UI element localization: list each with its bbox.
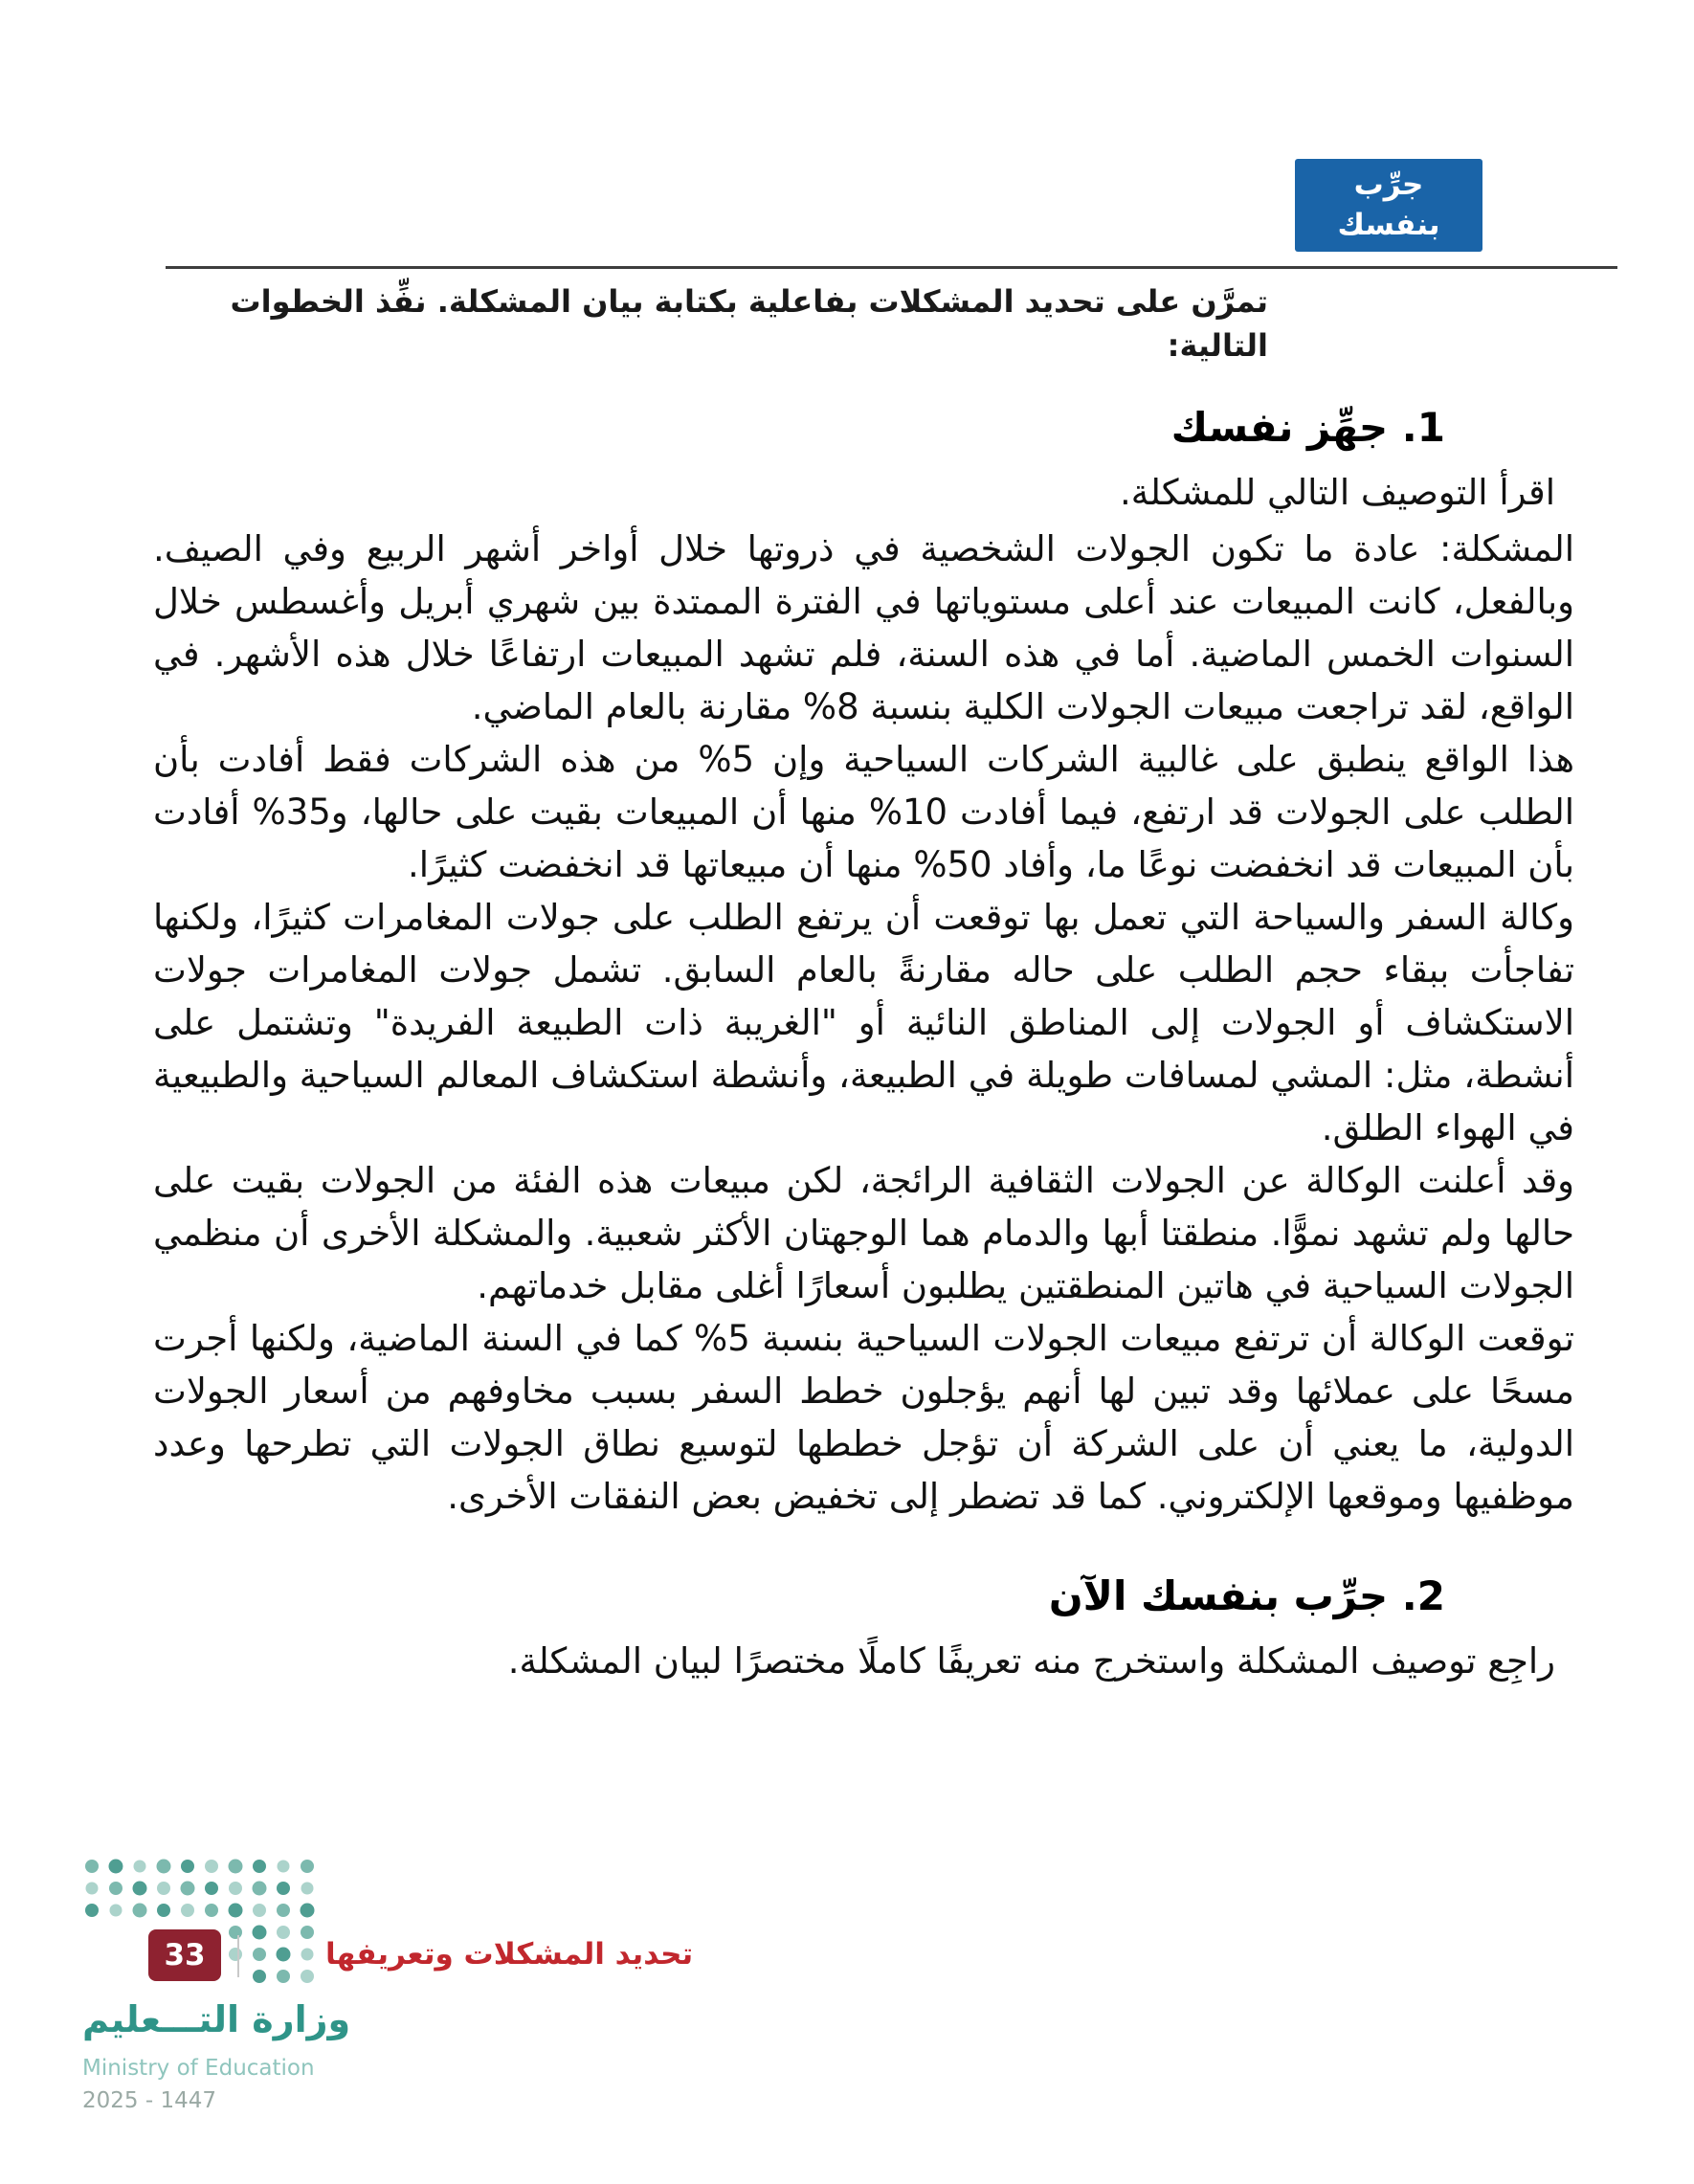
problem-paragraph-5: توقعت الوكالة أن ترتفع مبيعات الجولات السياحية بنسبة 5% كما في السنة الماضية، ولكنها أجرت مسحًا على عملائها وقد تبين لها أنهم يؤجلون خطط السفر بسبب مخاوفهم من أسعار الجولات الدولية، ما يعني أن على الشركة أن تؤجل خططها لتوسيع نطاق الجولات التي تطرحها وعدد موظفيها وموقعها الإلكتروني. كما قد تضطر إلى تخفيض بعض النفقات الأخرى. [153, 1318, 1575, 1517]
page-number: 33 [164, 1938, 206, 1972]
header-rule [166, 266, 1617, 269]
ministry-wordmark-arabic: وزارة التـــعليم [82, 1998, 351, 2040]
chapter-title: تحديد المشكلات وتعريفها [325, 1937, 694, 1972]
problem-paragraph-4: وقد أعلنت الوكالة عن الجولات الثقافية الرائجة، لكن مبيعات هذه الفئة من الجولات بقيت على حالها ولم تشهد نموًّا. منطقتا أبها والدمام هما الوجهتان الأكثر شعبية. والمشكلة الأخرى أن منظمي الجولات السياحية في هاتين المنطقتين يطلبون أسعارًا أغلى مقابل خدماتهم. [153, 1160, 1574, 1306]
edition-year: 2025 - 1447 [82, 2088, 216, 2113]
ministry-wordmark-english: Ministry of Education [82, 2056, 315, 2081]
problem-paragraph-3: وكالة السفر والسياحة التي تعمل بها توقعت أن يرتفع الطلب على جولات المغامرات كثيرًا، ولكنها تفاجأت ببقاء حجم الطلب على حاله مقارنةً بالعام السابق. تشمل جولات المغامرات جولات الاستكشاف أو الجولات إلى المناطق النائية أو "الغريبة ذات الطبيعة الفريدة" وتشتمل على أنشطة، مثل: المشي لمسافات طويلة في الطبيعة، وأنشطة استكشاف المعالم السياحية والطبيعية في الهواء الطلق. [153, 897, 1574, 1148]
section2-instruction: راجِع توصيف المشكلة واستخرج منه تعريفًا كاملًا مختصرًا لبيان المشكلة. [507, 1640, 1555, 1682]
page-number-badge [148, 1929, 221, 1981]
problem-paragraph-1: المشكلة: عادة ما تكون الجولات الشخصية في ذروتها خلال أواخر أشهر الربيع وفي الصيف. وبالفعل، كانت المبيعات عند أعلى مستوياتها في الفترة الممتدة بين شهري أبريل وأغسطس خلال السنوات الخمس الماضية. أما في هذه السنة، فلم تشهد المبيعات ارتفاعًا خلال هذه الأشهر. في الواقع، لقد تراجعت مبيعات الجولات الكلية بنسبة 8% مقارنة بالعام الماضي. [153, 528, 1574, 727]
try-badge-line1: جرِّب [1353, 167, 1424, 202]
problem-paragraph-2: هذا الواقع ينطبق على غالبية الشركات السياحية وإن 5% من هذه الشركات فقط أفادت بأن الطلب على الجولات قد ارتفع، فيما أفادت 10% منها أن المبيعات بقيت على حالها، و35% أفادت بأن المبيعات قد انخفضت نوعًا ما، وأفاد 50% منها أن مبيعاتها قد انخفضت كثيرًا. [153, 739, 1574, 885]
main-content [153, 279, 1574, 1687]
exercise-intro: تمرَّن على تحديد المشكلات بفاعلية بكتابة بيان المشكلة. نفِّذ الخطوات التالية: [230, 283, 1268, 364]
section1-title: 1. جهِّز نفسك [1170, 404, 1445, 451]
try-badge-line2: بنفسك [1337, 207, 1440, 242]
try-yourself-badge [1295, 159, 1482, 252]
section2-title: 2. جرِّب بنفسك الآن [1048, 1572, 1445, 1619]
section1-lead: اقرأ التوصيف التالي للمشكلة. [1120, 472, 1555, 513]
footer-separator [237, 1935, 239, 1977]
